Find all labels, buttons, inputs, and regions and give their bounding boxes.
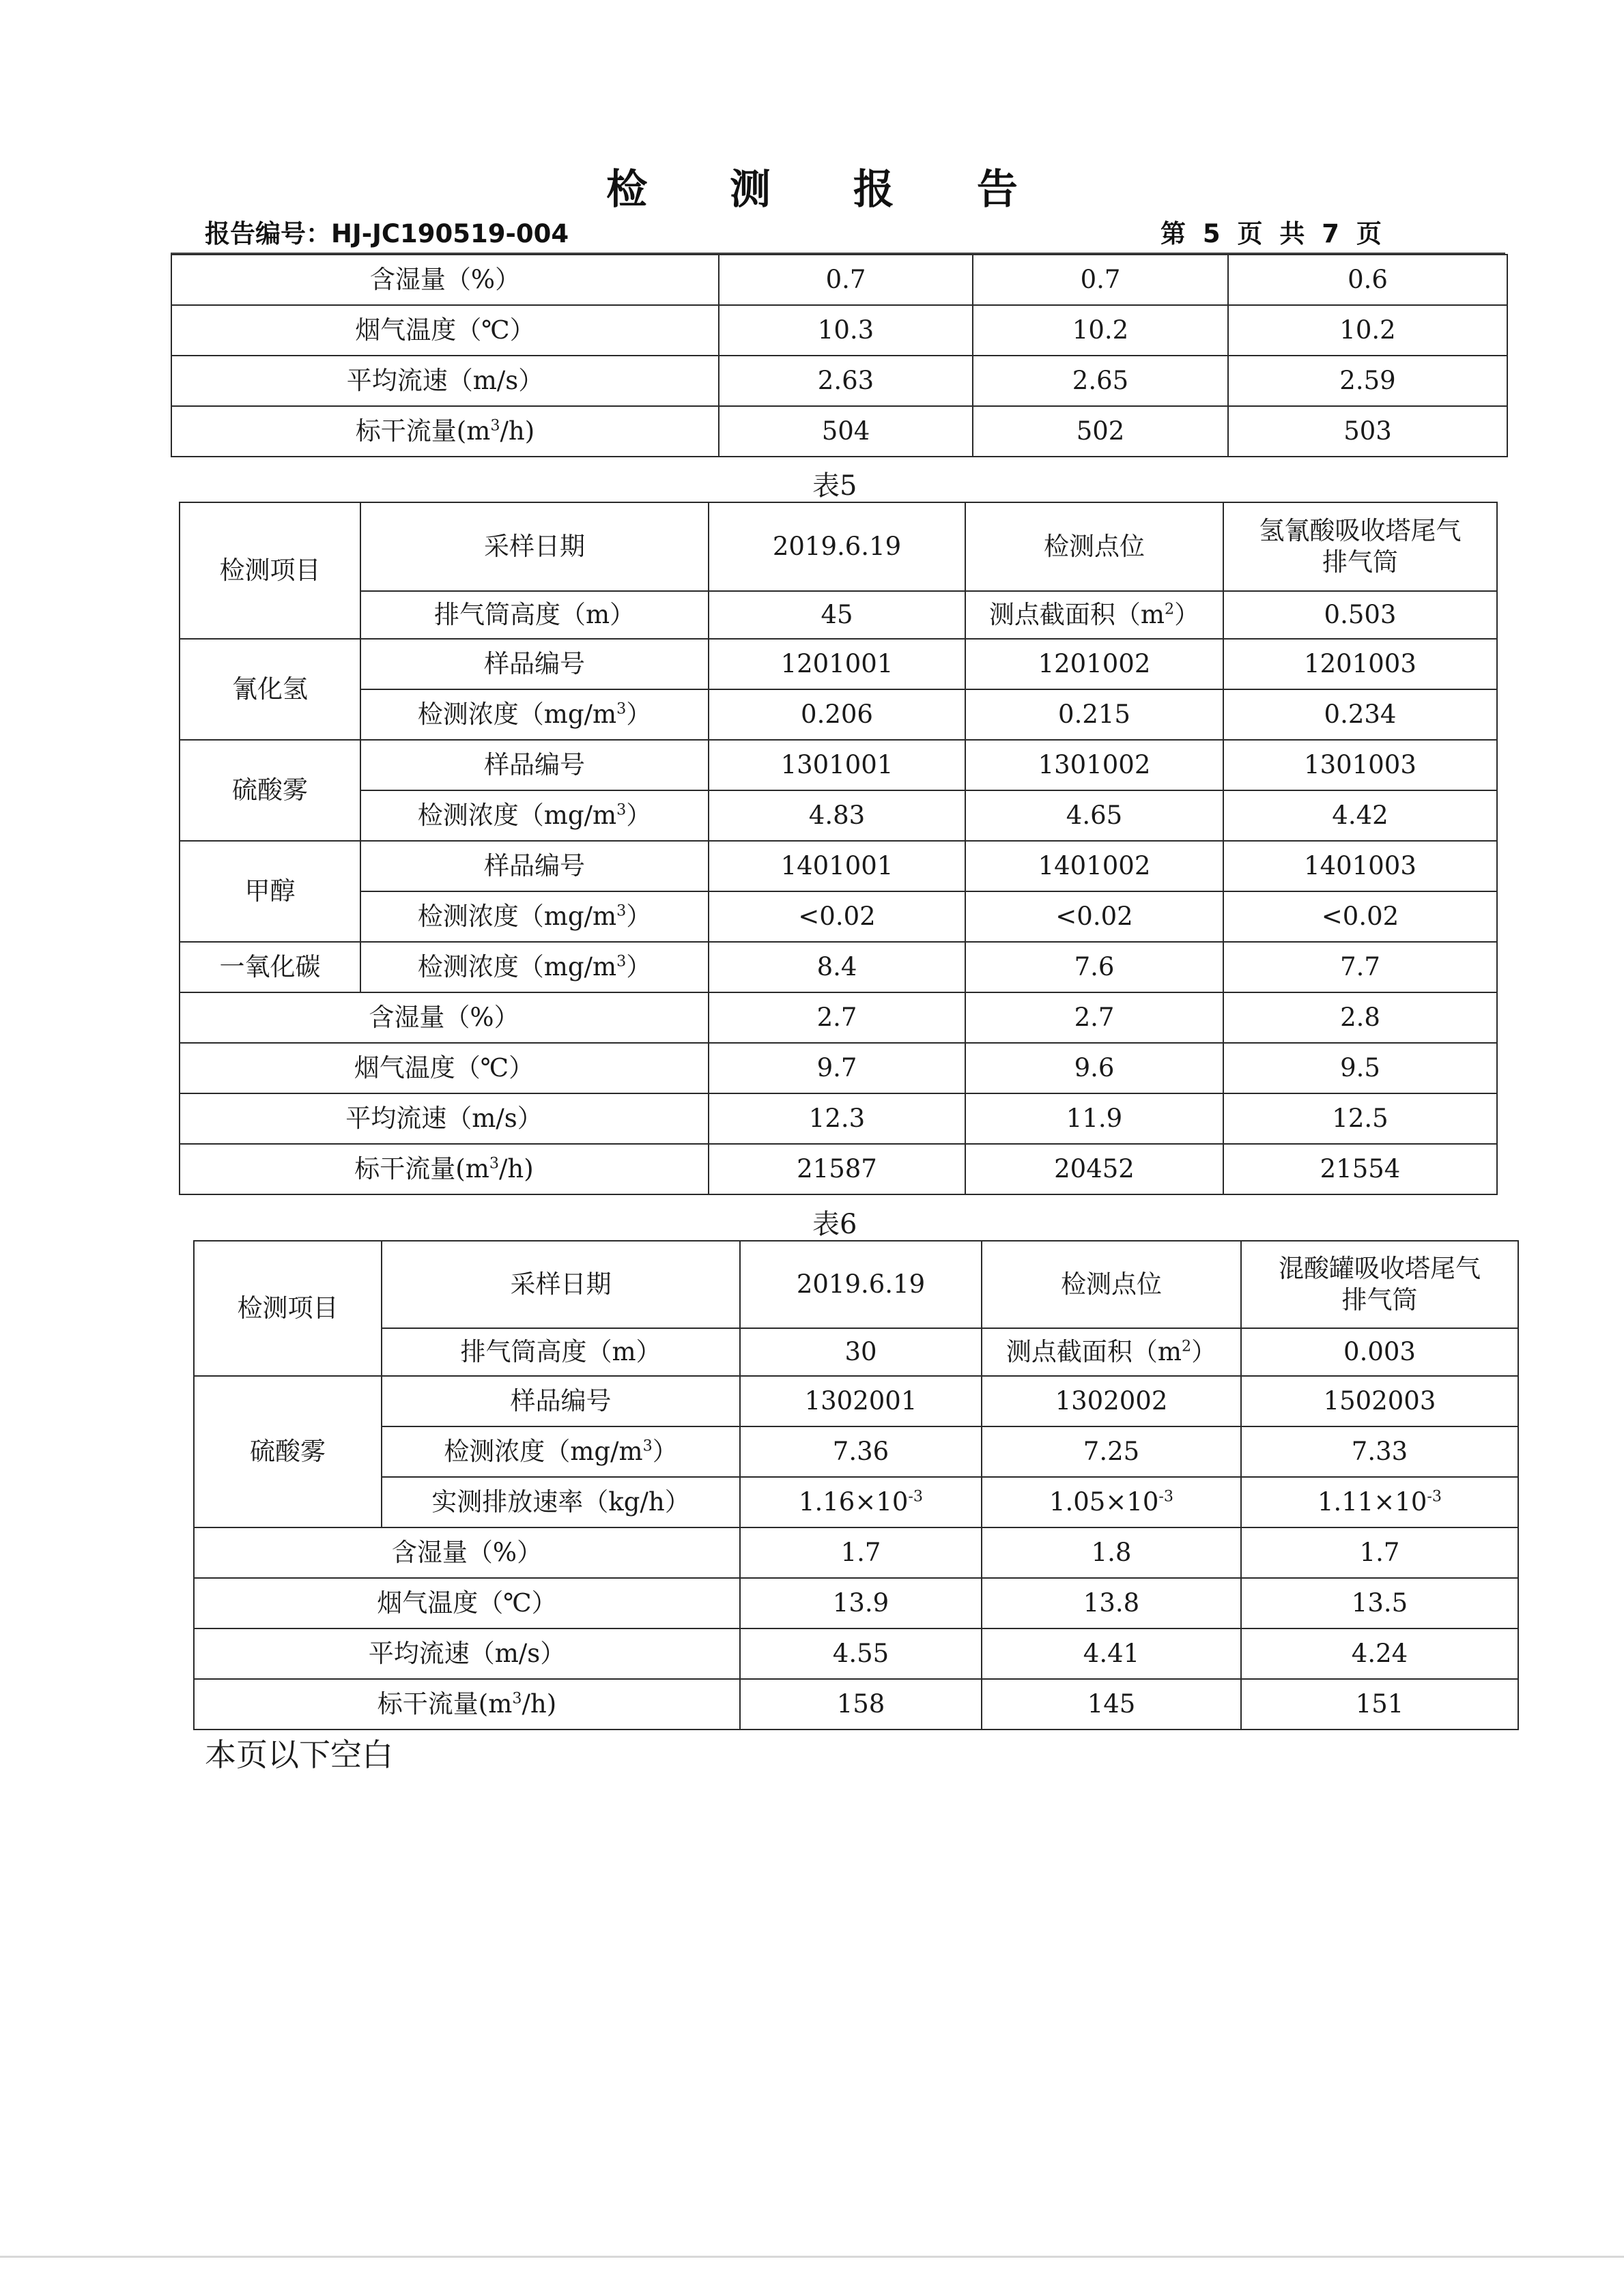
table-row xyxy=(180,502,1497,591)
value-cell: 13.9 xyxy=(740,1578,982,1628)
table-row xyxy=(171,305,1507,356)
value-cell: 1201003 xyxy=(1223,639,1497,689)
value-cell: 504 xyxy=(719,406,973,457)
table-row xyxy=(180,992,1497,1043)
report-title: 检 测 报 告 xyxy=(606,166,1052,214)
value-cell: 10.3 xyxy=(719,305,973,356)
value-cell: 4.65 xyxy=(965,790,1223,841)
value-cell: 145 xyxy=(982,1679,1241,1730)
row-label: 烟气温度（℃） xyxy=(180,1043,709,1093)
value-cell: 1301003 xyxy=(1223,740,1497,790)
table-row xyxy=(194,1241,1518,1328)
value-cell: 4.83 xyxy=(709,790,965,841)
row-label: 平均流速（m/s） xyxy=(180,1093,709,1144)
row-label: 标干流量$(m^3/h)$ xyxy=(171,406,719,457)
value-cell: 13.8 xyxy=(982,1578,1241,1628)
table-row xyxy=(194,1328,1518,1376)
table5-caption: 表5 xyxy=(812,470,857,502)
area-value: 0.003 xyxy=(1241,1328,1518,1376)
value-cell: 13.5 xyxy=(1241,1578,1518,1628)
value-cell: 1302001 xyxy=(740,1376,982,1426)
value-cell: 7.7 xyxy=(1223,942,1497,992)
value-cell: 502 xyxy=(973,406,1228,457)
row-label: 标干流量$(m^3/h)$ xyxy=(180,1144,709,1194)
table-row xyxy=(180,790,1497,841)
sample-no-label: 样品编号 xyxy=(382,1376,740,1426)
sampling-date: 2019.6.19 xyxy=(709,502,965,591)
stack-height-label: 排气筒高度（m） xyxy=(382,1328,740,1376)
group-name: 硫酸雾 xyxy=(180,740,360,841)
table6-caption: 表6 xyxy=(812,1209,857,1240)
table-row xyxy=(180,639,1497,689)
table-row xyxy=(171,255,1507,305)
point-label: 检测点位 xyxy=(982,1241,1241,1328)
sampling-date-label: 采样日期 xyxy=(382,1241,740,1328)
group-name: 硫酸雾 xyxy=(194,1376,382,1527)
conc-label: 检测浓度$(mg/m^3)$ xyxy=(360,689,709,740)
table-row xyxy=(180,1144,1497,1194)
value-cell: 1401003 xyxy=(1223,841,1497,891)
item-label: 检测项目 xyxy=(194,1241,382,1376)
value-cell: 12.3 xyxy=(709,1093,965,1144)
value-cell: <0.02 xyxy=(965,891,1223,942)
table-row xyxy=(171,356,1507,406)
value-cell: 0.206 xyxy=(709,689,965,740)
row-label: 含湿量（%） xyxy=(194,1527,740,1578)
value-cell: 1.7 xyxy=(1241,1527,1518,1578)
conc-label: 检测浓度$(mg/m^3)$ xyxy=(360,942,709,992)
blank-page-note: 本页以下空白 xyxy=(205,1736,393,1773)
value-cell: 7.33 xyxy=(1241,1426,1518,1477)
scan-edge xyxy=(0,2256,1624,2258)
value-cell: 0.6 xyxy=(1228,255,1507,305)
table-row xyxy=(171,406,1507,457)
row-label: 烟气温度（℃） xyxy=(171,305,719,356)
value-cell: 4.41 xyxy=(982,1628,1241,1679)
sample-no-label: 样品编号 xyxy=(360,639,709,689)
row-label: 平均流速（m/s） xyxy=(171,356,719,406)
table-row xyxy=(180,942,1497,992)
value-cell: 9.6 xyxy=(965,1043,1223,1093)
table-row xyxy=(194,1527,1518,1578)
report-number: 报告编号：HJ-JC190519-004 xyxy=(205,219,569,248)
value-cell: 0.234 xyxy=(1223,689,1497,740)
value-cell: 1201001 xyxy=(709,639,965,689)
table-row xyxy=(180,740,1497,790)
value-cell: $1.05\times 10^{-3}$ xyxy=(982,1477,1241,1527)
value-cell: 21587 xyxy=(709,1144,965,1194)
value-cell: 0.215 xyxy=(965,689,1223,740)
sample-no-label: 样品编号 xyxy=(360,740,709,790)
table-row xyxy=(180,1093,1497,1144)
row-label: 平均流速（m/s） xyxy=(194,1628,740,1679)
table-row xyxy=(194,1679,1518,1730)
area-value: 0.503 xyxy=(1223,591,1497,639)
value-cell: 7.25 xyxy=(982,1426,1241,1477)
value-cell: 1302002 xyxy=(982,1376,1241,1426)
conc-label: 检测浓度$(mg/m^3)$ xyxy=(360,891,709,942)
value-cell: 9.5 xyxy=(1223,1043,1497,1093)
group-name: 氰化氢 xyxy=(180,639,360,740)
sampling-date: 2019.6.19 xyxy=(740,1241,982,1328)
value-cell: <0.02 xyxy=(1223,891,1497,942)
value-cell: <0.02 xyxy=(709,891,965,942)
table-row xyxy=(180,841,1497,891)
table-continued xyxy=(171,254,1508,457)
value-cell: 20452 xyxy=(965,1144,1223,1194)
value-cell: 1301001 xyxy=(709,740,965,790)
table-row xyxy=(180,1043,1497,1093)
point-label: 检测点位 xyxy=(965,502,1223,591)
row-label: 烟气温度（℃） xyxy=(194,1578,740,1628)
row-label: 含湿量（%） xyxy=(180,992,709,1043)
conc-label: 检测浓度$(mg/m^3)$ xyxy=(382,1426,740,1477)
table-row xyxy=(180,689,1497,740)
stack-height-label: 排气筒高度（m） xyxy=(360,591,709,639)
group-name: 一氧化碳 xyxy=(180,942,360,992)
value-cell: 503 xyxy=(1228,406,1507,457)
stack-height: 45 xyxy=(709,591,965,639)
value-cell: 10.2 xyxy=(973,305,1228,356)
item-label: 检测项目 xyxy=(180,502,360,639)
value-cell: 158 xyxy=(740,1679,982,1730)
point-value: 混酸罐吸收塔尾气 排气筒 xyxy=(1241,1241,1518,1328)
value-cell: 12.5 xyxy=(1223,1093,1497,1144)
table-row xyxy=(194,1628,1518,1679)
stack-height: 30 xyxy=(740,1328,982,1376)
value-cell: 4.55 xyxy=(740,1628,982,1679)
conc-label: 检测浓度$(mg/m^3)$ xyxy=(360,790,709,841)
page-info: 第 5 页 共 7 页 xyxy=(1160,219,1382,248)
value-cell: 1502003 xyxy=(1241,1376,1518,1426)
value-cell: 2.63 xyxy=(719,356,973,406)
value-cell: 2.7 xyxy=(709,992,965,1043)
group-name: 甲醇 xyxy=(180,841,360,942)
row-label: 标干流量$(m^3/h)$ xyxy=(194,1679,740,1730)
value-cell: 4.24 xyxy=(1241,1628,1518,1679)
table-row xyxy=(194,1578,1518,1628)
rate-label: 实测排放速率（kg/h） xyxy=(382,1477,740,1527)
table-row xyxy=(194,1477,1518,1527)
table6 xyxy=(193,1240,1519,1730)
value-cell: 7.36 xyxy=(740,1426,982,1477)
value-cell: 7.6 xyxy=(965,942,1223,992)
sampling-date-label: 采样日期 xyxy=(360,502,709,591)
table-row xyxy=(194,1426,1518,1477)
value-cell: 2.8 xyxy=(1223,992,1497,1043)
table5 xyxy=(179,502,1498,1195)
value-cell: 151 xyxy=(1241,1679,1518,1730)
value-cell: 0.7 xyxy=(719,255,973,305)
table-row xyxy=(180,891,1497,942)
value-cell: 2.65 xyxy=(973,356,1228,406)
value-cell: 2.59 xyxy=(1228,356,1507,406)
table-row xyxy=(180,591,1497,639)
value-cell: 1.8 xyxy=(982,1527,1241,1578)
value-cell: $1.16\times 10^{-3}$ xyxy=(740,1477,982,1527)
sample-no-label: 样品编号 xyxy=(360,841,709,891)
value-cell: 10.2 xyxy=(1228,305,1507,356)
value-cell: 2.7 xyxy=(965,992,1223,1043)
value-cell: 1301002 xyxy=(965,740,1223,790)
value-cell: 8.4 xyxy=(709,942,965,992)
row-label: 含湿量（%） xyxy=(171,255,719,305)
value-cell: 1.7 xyxy=(740,1527,982,1578)
value-cell: 21554 xyxy=(1223,1144,1497,1194)
value-cell: $1.11\times 10^{-3}$ xyxy=(1241,1477,1518,1527)
value-cell: 1401002 xyxy=(965,841,1223,891)
table-row xyxy=(194,1376,1518,1426)
value-cell: 0.7 xyxy=(973,255,1228,305)
value-cell: 4.42 xyxy=(1223,790,1497,841)
area-label: 测点截面积$(m^2)$ xyxy=(965,591,1223,639)
value-cell: 1401001 xyxy=(709,841,965,891)
value-cell: 11.9 xyxy=(965,1093,1223,1144)
value-cell: 9.7 xyxy=(709,1043,965,1093)
area-label: 测点截面积$(m^2)$ xyxy=(982,1328,1241,1376)
value-cell: 1201002 xyxy=(965,639,1223,689)
point-value: 氢氰酸吸收塔尾气 排气筒 xyxy=(1223,502,1497,591)
